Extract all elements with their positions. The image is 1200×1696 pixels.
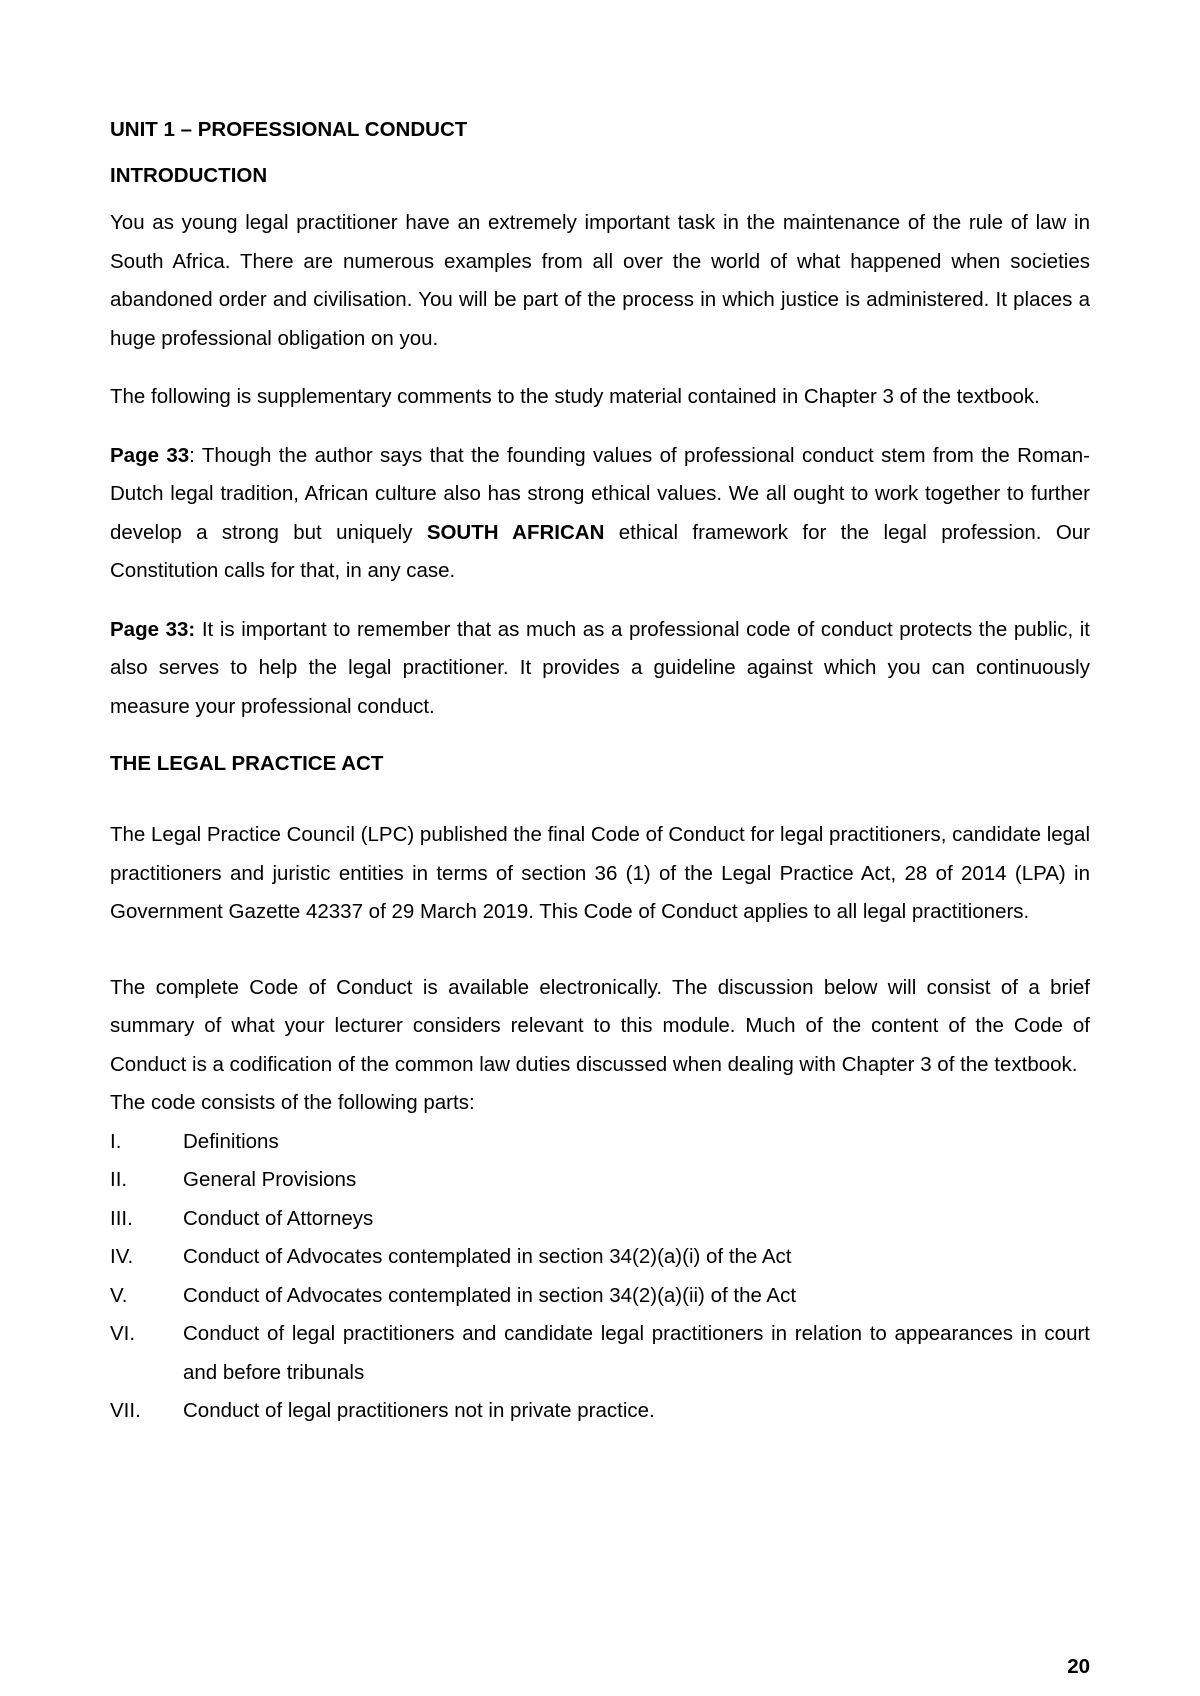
legal-practice-act-heading: THE LEGAL PRACTICE ACT: [110, 752, 384, 775]
page-reference-label: Page 33:: [110, 617, 196, 641]
code-parts-list: [110, 1123, 1090, 1431]
page-reference-label: Page 33: [110, 443, 190, 467]
list-item: [110, 1392, 1090, 1431]
intro-paragraph: You as young legal practitioner have an extremely important task in the maintenance of the rule of law in South Africa. There are numerous examples from all over the world of what happened when societies abandoned order and civilisation. You will be part of the process in which justice is administered. It places a huge professional obligation on you.: [110, 211, 1090, 350]
list-item-number: I.: [110, 1129, 122, 1153]
parts-intro: The code consists of the following parts:: [110, 1091, 475, 1114]
list-item: [110, 1277, 1090, 1316]
list-item: [110, 1161, 1090, 1200]
list-item-text: Conduct of Advocates contemplated in section 34(2)(a)(i) of the Act: [183, 1245, 792, 1268]
list-item-text: Conduct of Attorneys: [183, 1206, 374, 1230]
page-number: 20: [1067, 1655, 1090, 1678]
list-item-number: VII.: [110, 1399, 141, 1422]
introduction-heading: INTRODUCTION: [110, 164, 268, 187]
list-item: [110, 1123, 1090, 1162]
list-item-text: Conduct of Advocates contemplated in section 34(2)(a)(ii) of the Act: [183, 1283, 797, 1307]
lpa-paragraph: The Legal Practice Council (LPC) published the final Code of Conduct for legal practitioners, candidate legal practitioners and juristic entities in terms of section 36 (1) of the Legal Practice Act, 28 of 2014 (LPA) in Government Gazette 42337 of 29 March 2019. This Code of Conduct applies to all legal practitioners.: [110, 823, 1091, 923]
list-item-text: General Provisions: [183, 1168, 357, 1191]
list-item-number: IV.: [110, 1245, 134, 1268]
unit-title: UNIT 1 – PROFESSIONAL CONDUCT: [110, 118, 468, 141]
list-item: [110, 1238, 1090, 1277]
comment-text: It is important to remember that as much as a professional code of conduct protects the public, it also serves to help the legal practitioner. It provides a guideline against which you can continuously measure your professional conduct.: [110, 617, 1090, 718]
code-paragraph: The complete Code of Conduct is available electronically. The discussion below will consist of a brief summary of what your lecturer considers relevant to this module. Much of the content of the Code of Conduct is a codification of the common law duties discussed when dealing with Chapter 3 of the textbook.: [110, 975, 1090, 1076]
page-content: [110, 112, 1090, 1431]
supplementary-paragraph: The following is supplementary comments to the study material contained in Chapter 3 of the textbook.: [110, 385, 1040, 408]
list-item-text: Conduct of legal practitioners and candidate legal practitioners in relation to appearances in court and before tribunals: [183, 1322, 1090, 1384]
comment-text: ethical framework for the legal profession. Our Constitution calls for that, in any case.: [110, 520, 1090, 582]
list-item: [110, 1315, 1090, 1392]
list-item-number: II.: [110, 1168, 128, 1191]
list-item-text: Conduct of legal practitioners not in private practice.: [183, 1399, 655, 1422]
page33-comment-values: [110, 437, 1090, 591]
list-item-number: V.: [110, 1283, 128, 1307]
list-item-number: VI.: [110, 1322, 136, 1345]
list-item-number: III.: [110, 1206, 133, 1230]
list-item: [110, 1200, 1090, 1239]
page33-comment-code: [110, 611, 1090, 727]
comment-text: : Though the author says that the founding values of professional conduct stem from the Roman-Dutch legal tradition, African culture also has strong ethical values. We all ought to work together to further develop a strong but uniquely: [110, 443, 1090, 544]
emphasis-text: SOUTH AFRICAN: [426, 520, 605, 544]
list-item-text: Definitions: [183, 1129, 279, 1153]
